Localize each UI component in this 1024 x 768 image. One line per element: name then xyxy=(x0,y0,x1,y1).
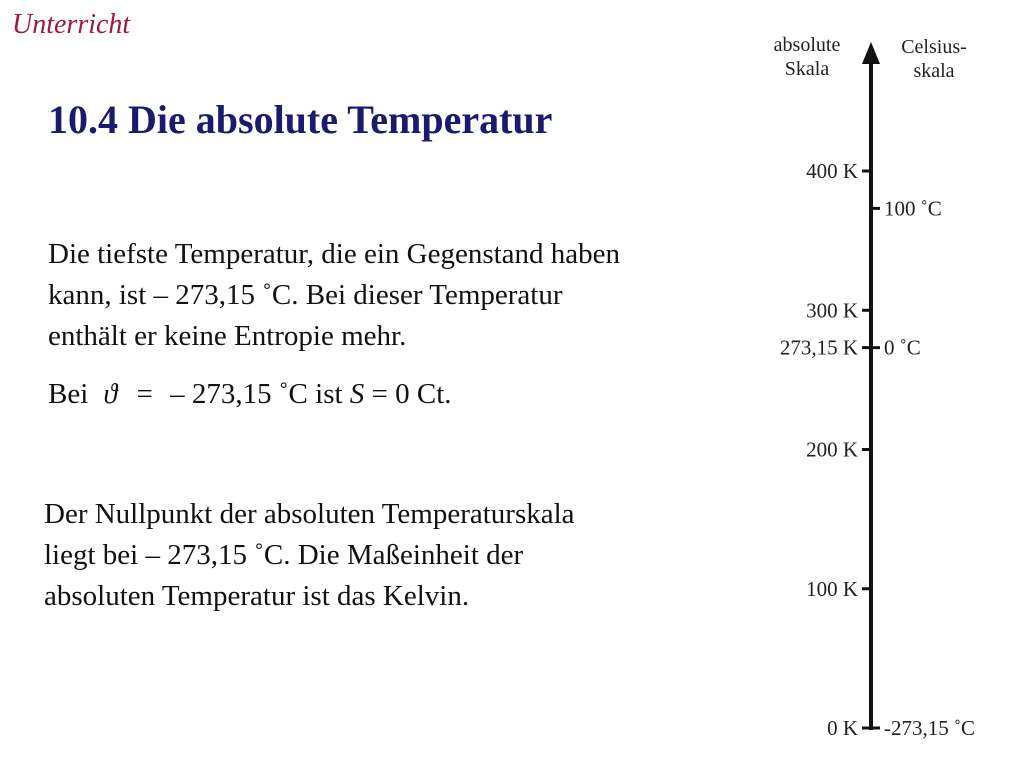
celsius-ticks xyxy=(871,196,975,740)
kelvin-tick-label: 100 K xyxy=(806,576,858,601)
kelvin-tick-label: 400 K xyxy=(806,159,858,183)
kelvin-ticks xyxy=(780,159,871,740)
formula-prefix: Bei xyxy=(48,378,89,410)
right-header-line1: Celsius- xyxy=(901,36,967,58)
formula-equals: = xyxy=(136,378,153,410)
kelvin-tick-label: 300 K xyxy=(806,298,858,323)
celsius-tick-label: 100 ˚C xyxy=(884,196,942,221)
right-header-line2: skala xyxy=(913,60,955,82)
entropy-symbol: S xyxy=(349,378,365,410)
paragraph-line: kann, ist – 273,15 ˚C. Bei dieser Temperatur xyxy=(48,279,563,311)
kelvin-tick-label: 273,15 K xyxy=(779,335,858,360)
kelvin-tick-label: 200 K xyxy=(806,437,858,462)
paragraph-line: Die tiefste Temperatur, die ein Gegenstand haben xyxy=(48,238,621,270)
paragraph-kelvin xyxy=(44,494,744,617)
paragraph-line: absoluten Temperatur ist das Kelvin. xyxy=(44,580,470,612)
paragraph-line: enthält er keine Entropie mehr. xyxy=(48,320,407,352)
celsius-tick-label: -273,15 ˚C xyxy=(884,716,975,740)
paragraph-line: Der Nullpunkt der absoluten Temperaturskala xyxy=(44,498,575,530)
paragraph-entropy xyxy=(48,234,748,357)
formula-result: = 0 Ct. xyxy=(371,378,452,410)
formula-line xyxy=(48,374,748,415)
kelvin-tick-label: 0 K xyxy=(827,716,858,740)
left-header-line2: Skala xyxy=(784,58,830,80)
slide-title: 10.4 Die absolute Temperatur xyxy=(48,97,553,142)
celsius-tick-label: 0 ˚C xyxy=(884,335,921,360)
theta-symbol: ϑ xyxy=(103,379,118,410)
temperature-scale-diagram xyxy=(760,30,1010,755)
paragraph-line: liegt bei – 273,15 ˚C. Die Maßeinheit der xyxy=(44,539,524,571)
scale-axis-arrow xyxy=(862,42,880,64)
left-header-line1: absolute xyxy=(773,34,841,56)
formula-value: – 273,15 ˚C ist xyxy=(170,378,343,410)
header-label: Unterricht xyxy=(12,9,131,40)
